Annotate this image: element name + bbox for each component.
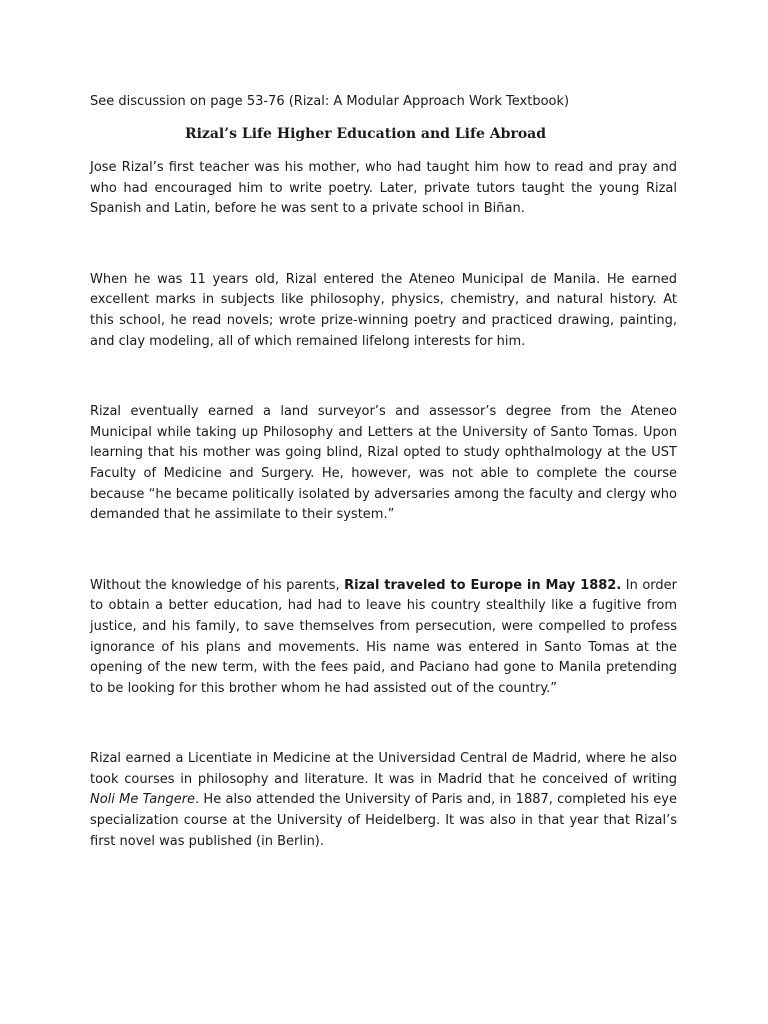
reference-line: See discussion on page 53-76 (Rizal: A Modular Approach Work Textbook) [90,94,570,109]
document-body [90,92,677,852]
paragraph-ateneo: When he was 11 years old, Rizal entered the Ateneo Municipal de Manila. He earned excellent marks in subjects like philosophy, physics, chemistry, and natural history. At this school, he read novels; wrote prize-winning poetry and practiced drawing, painting, and clay modeling, all of which remained lifelong interests for him. [90,271,677,349]
document-title: Rizal’s Life Higher Education and Life Abroad [184,126,547,142]
noli-me-tangere-title: Noli Me Tangere [90,792,196,808]
paragraph-first-teacher: Jose Rizal’s first teacher was his mother, who had taught him how to read and pray and who had encouraged him to write poetry. Later, private tutors taught the young Rizal Spanish and Latin, before he was sent to a private school in Biñan. [90,160,677,217]
paragraph-europe-travel [90,576,677,700]
paragraph-europe-intro: Without the knowledge of his parents, [90,577,345,593]
paragraph-madrid-rest: . He also attended the University of Paris and, in 1887, completed his eye specialization course at the University of Heidelberg. It was also in that year that Rizal’s first novel was published (in Berlin). [90,792,677,849]
paragraph-santo-tomas: Rizal eventually earned a land surveyor’s and assessor’s degree from the Ateneo Municipal while taking up Philosophy and Letters at the University of Santo Tomas. Upon learning that his mother was going blind, Rizal opted to study ophthalmology at the UST Faculty of Medicine and Surgery. He, however, was not able to complete the course because “he became politically isolated by adversaries among the faculty and clergy who demanded that he assimilate to their system.” [90,404,677,523]
paragraph-europe-bold: Rizal traveled to Europe in May 1882. [344,577,622,593]
paragraph-madrid-intro: Rizal earned a Licentiate in Medicine at the Universidad Central de Madrid, where he also took courses in philosophy and literature. It was in Madrid that he conceived of writing [90,751,677,787]
paragraph-europe-rest: In order to obtain a better education, had had to leave his country stealthily like a fugitive from justice, and his family, to save themselves from persecution, were compelled to profess ignorance of his plans and movements. His name was entered in Santo Tomas at the opening of the new term, with the fees paid, and Paciano had gone to Manila pretending to be looking for this brother whom he had assisted out of the country.” [90,577,677,696]
paragraph-madrid [90,749,677,852]
